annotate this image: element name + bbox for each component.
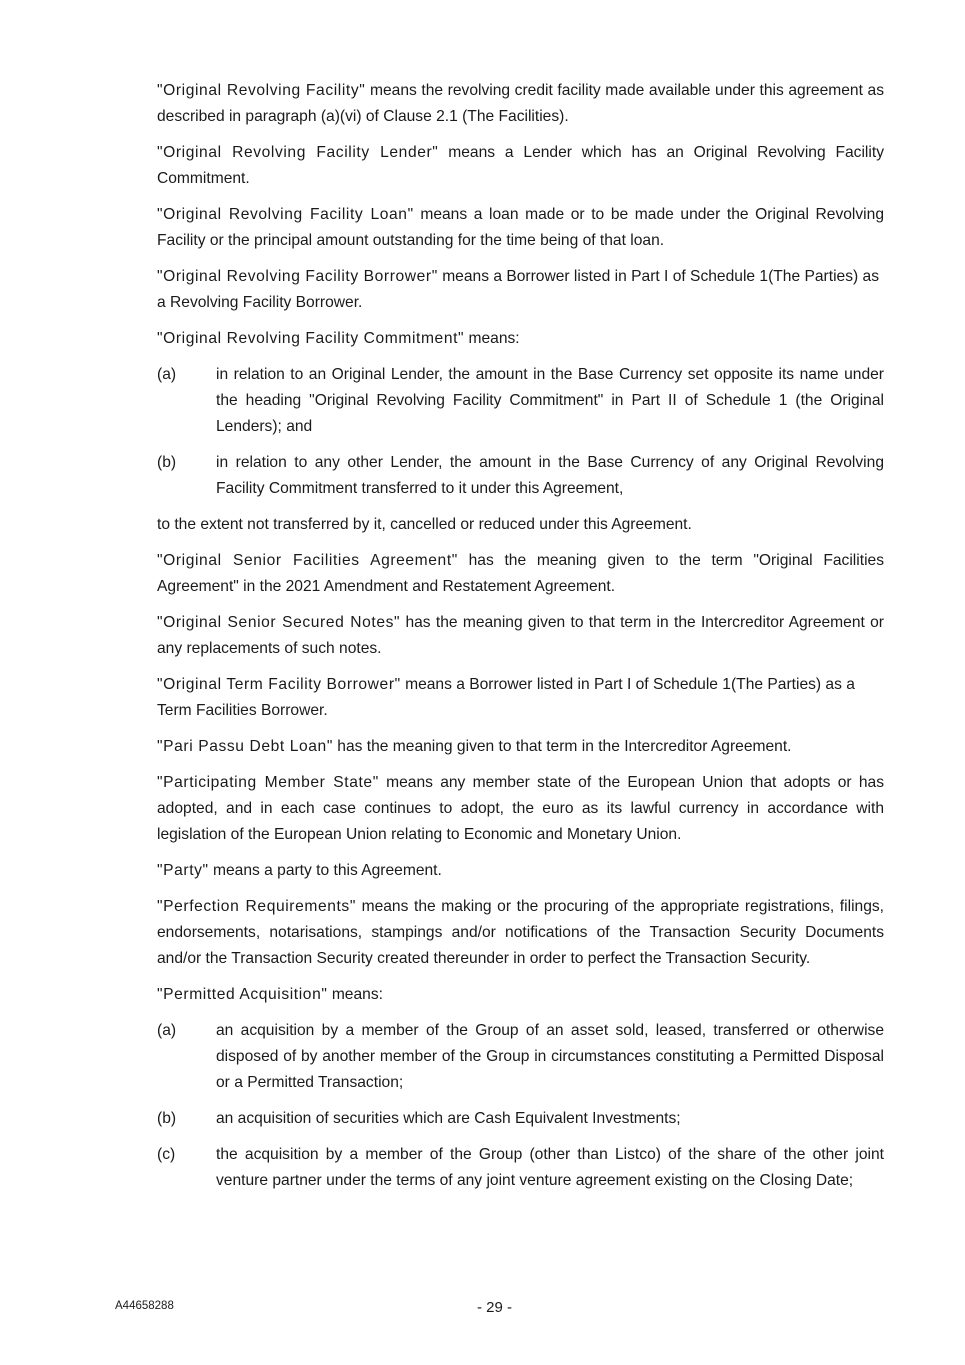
definition-text: has the meaning given to that term in the Intercreditor Agreement or any replacements of such notes. — [157, 614, 884, 657]
definition-text: means the revolving credit facility made available under this agreement as described in paragraph (a)(vi) of Clause 2.1 (The Facilities). — [157, 82, 884, 125]
defined-term: "Party" — [157, 862, 209, 879]
definition-text: means the making or the procuring of the appropriate registrations, filings, endorsements, notarisations, stampings and/or notifications of the Transaction Security Documents and/or the Transaction Security created thereunder in order to perfect the Transaction Security. — [157, 898, 885, 967]
definition-original-term-facility-borrower — [157, 672, 884, 724]
definition-permitted-acquisition — [157, 982, 884, 1008]
definition-original-revolving-facility-commitment — [157, 326, 884, 352]
definition-original-revolving-facility — [157, 78, 884, 130]
definition-text: means a party to this Agreement. — [208, 862, 442, 879]
defined-term: "Participating Member State" — [157, 774, 379, 791]
definition-original-revolving-facility-loan — [157, 202, 884, 254]
defined-term: "Original Revolving Facility" — [157, 82, 366, 99]
definition-text: means a Lender which has an Original Revolving Facility Commitment. — [157, 144, 884, 187]
definition-text: has the meaning given to that term in the Intercreditor Agreement. — [332, 738, 792, 755]
list-item-label: (b) — [157, 1110, 177, 1127]
defined-term: "Original Senior Facilities Agreement" — [157, 552, 458, 569]
commitment-tail-text: to the extent not transferred by it, cancelled or reduced under this Agreement. — [157, 516, 692, 533]
definition-original-senior-secured-notes — [157, 610, 884, 662]
defined-term: "Original Revolving Facility Borrower" — [157, 268, 438, 285]
defined-term: "Original Revolving Facility Commitment" — [157, 330, 465, 347]
definition-original-senior-facilities-agreement — [157, 548, 884, 600]
list-item-label: (c) — [157, 1146, 176, 1163]
document-reference: A44658288 — [115, 1300, 174, 1312]
definition-pari-passu-debt-loan — [157, 734, 884, 760]
page-body — [157, 78, 884, 1204]
definition-party — [157, 858, 884, 884]
list-item — [157, 1018, 884, 1096]
page-number: - 29 - — [476, 1299, 512, 1316]
definition-original-revolving-facility-borrower — [157, 264, 884, 316]
defined-term: "Original Revolving Facility Loan" — [157, 206, 414, 223]
definition-text: means any member state of the European Union that adopts or has adopted, and in each case continues to adopt, the euro as its lawful currency in accordance with legislation of the European Union relating to Economic and Monetary Union. — [157, 774, 884, 843]
list-item-label: (b) — [157, 454, 177, 471]
list-item-text: an acquisition by a member of the Group of an asset sold, leased, transferred or otherwise disposed of by another member of the Group in circumstances constituting a Permitted Disposal or a Permitted Transaction; — [216, 1022, 884, 1091]
definition-original-revolving-facility-lender — [157, 140, 884, 192]
list-item — [157, 450, 884, 502]
list-item-text: an acquisition of securities which are Cash Equivalent Investments; — [216, 1110, 681, 1127]
list-item-text: in relation to an Original Lender, the amount in the Base Currency set opposite its name under the heading "Original Revolving Facility Commitment" in Part II of Schedule 1 (the Original Lenders); and — [216, 366, 884, 435]
list-item-label: (a) — [157, 366, 177, 383]
definition-perfection-requirements — [157, 894, 884, 972]
defined-term: "Permitted Acquisition" — [157, 986, 328, 1003]
list-item-label: (a) — [157, 1022, 177, 1039]
list-item-text: in relation to any other Lender, the amount in the Base Currency of any Original Revolving Facility Commitment transferred to it under this Agreement, — [216, 454, 884, 497]
definition-participating-member-state — [157, 770, 884, 848]
list-item — [157, 362, 884, 440]
list-item — [157, 1106, 884, 1132]
definition-text: means a Borrower listed in Part I of Schedule 1(The Parties) as a Revolving Facility Borrower. — [157, 268, 880, 311]
definition-text: has the meaning given to the term "Original Facilities Agreement" in the 2021 Amendment and Restatement Agreement. — [157, 552, 885, 595]
definition-text: means: — [327, 986, 383, 1003]
definition-text: means: — [464, 330, 520, 347]
definition-text: means a Borrower listed in Part I of Schedule 1(The Parties) as a Term Facilities Borrower. — [157, 676, 855, 719]
list-item-text: the acquisition by a member of the Group (other than Listco) of the share of the other joint venture partner under the terms of any joint venture agreement existing on the Closing Date; — [216, 1146, 884, 1189]
defined-term: "Perfection Requirements" — [157, 898, 356, 915]
definition-text: means a loan made or to be made under the Original Revolving Facility or the principal amount outstanding for the time being of that loan. — [157, 206, 884, 249]
defined-term: "Original Revolving Facility Lender" — [157, 144, 439, 161]
list-item — [157, 1142, 884, 1194]
defined-term: "Original Term Facility Borrower" — [157, 676, 401, 693]
defined-term: "Original Senior Secured Notes" — [157, 614, 401, 631]
defined-term: "Pari Passu Debt Loan" — [157, 738, 333, 755]
